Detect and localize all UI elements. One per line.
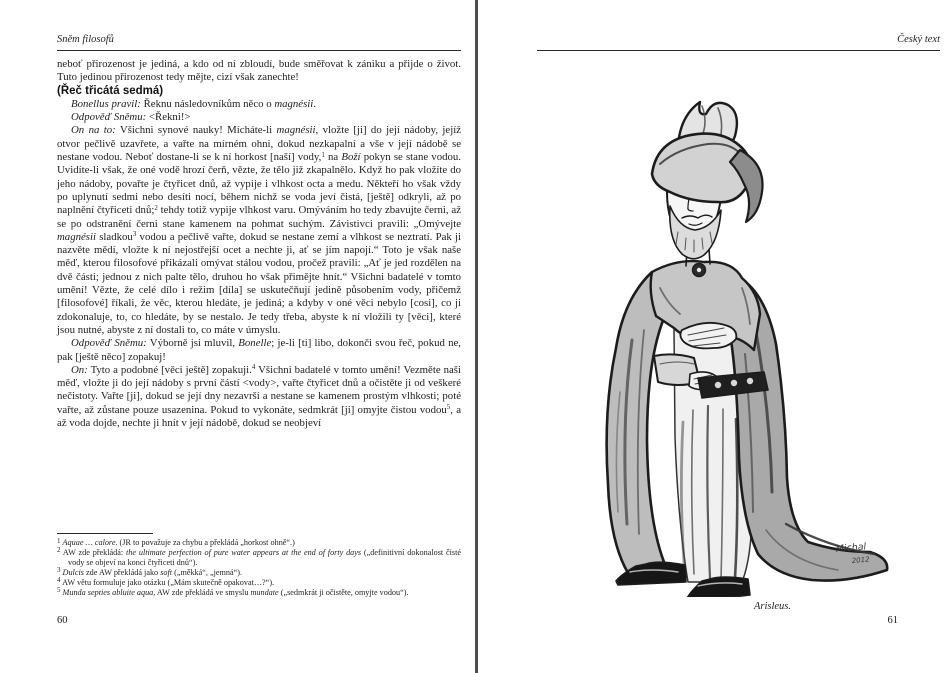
signature-year: 2012 [851,555,870,565]
footnote: $^5$ Munda septies abluite aqua, AW zde překládá ve smyslu mundate („sedmkrát ji očistěte, omyjte vodou“). [57,586,409,597]
page-divider [475,0,478,673]
page-left [57,0,461,673]
paragraph: On: Tyto a podobné [věci ještě] zopakuji.$^4$ Všichni badatelé v tomto umění! Vezměte naši měď, vložte ji do její nádoby s první částí <vody>, vařte čtyřicet dnů a očistěte ji od veškeré nečistoty. Vařte [ji], dokud se její dny nezavrší a nestane se kamenem prostým vlhkosti; poté vařte, až zůstane pouze usazenina. Pokud to vykonáte, sedmkrát [ji] omyjte čistou vodou$^5$, a až voda dojde, nechte ji hnít v její nádobě, dokud se neobjeví [57,363,461,430]
section-heading: (Řeč třicátá sedmá) [57,84,164,97]
paragraph: On na to: Všichni synové nauky! Mícháte-li magnésii, vložte [ji] do její nádoby, jejíž otvor pečlivě uzavřete, a vařte na mírném ohni, dokud nezkapalní a vše v její nádobě se nestane vodou. Neboť dostane-li se k ní horkost [naší] vody,$^1$ na Boží pokyn se stane vodou. Uvidíte-li však, že oné vodě hrozí čerň, vězte, že tělo již zkapalnělo. Když ho pak vložíte do jeho nádoby, povařte je čtyřicet dnů, až vypije i vlhkost octa a medu. Někteří ho však vždy po uplynutí sedmi nebo desíti nocí, během nichž se voda jeví čistá, [ještě] odkryli, až po naplnění čtyřiceti dnů;$^2$ tehdy totiž vypije vlhkost varu. Omýváním ho tedy zbavujte černi, až se po odstranění černi stane kamenem na pohmat suchým. Závistivci pravili: „Omývejte magnésii sladkou$^3$ vodou a pečlivě vařte, dokud se nestane zemí a vlhkost se neztratí. Pak ji nazvěte mědí, vložte k ní nejostřejší ocet a nechte ji, ať se jím napojí.“ Toto je však naše měď, kterou filosofové přikázali omývat stálou vodou, pročež pravili: „Ať je jed rozdělen na dvě části; jednou z nich palte tělo, druhou ho však přimějte hnít.“ Všichni badatelé v tomto umění! Vězte, že celé dílo i režim [díla] se uskutečňují jedině působením vody, přičemž [filosofové] říkali, že věc, kterou hledáte, je jediná; a kdyby v oné věci nebylo [cosi], co ji zdokonaluje, to, co hledáte, by se nestalo. Je tedy třeba, abyste k ní vložili ty [věci], které jsou nutné, abyste z ní dostali to, co máte v úmyslu. [57,124,462,336]
body-text [57,58,461,430]
page-number-left: 60 [57,615,68,626]
footnote: $^3$ Dulcis zde AW překládá jako soft („měkká“, „jemná“). [57,566,243,577]
footnotes [57,533,461,597]
paragraph: Odpověď Sněmu: <Řekni!> [71,111,191,124]
signature-name: Michal [835,541,867,555]
running-header-left [57,34,461,51]
paragraph: neboť přirozenost je jediná, a kdo od ní zbloudí, bude směřovat k zániku a přijde o život. Tuto jedinou přirozenost tedy mějte, cizí však zanechte! [57,58,461,84]
footnote-rule [57,533,153,534]
footnote: $^1$ Aquae … calore. (JR to považuje za chybu a překládá „horkost ohně“.) [57,536,295,547]
page-right [537,0,940,673]
paragraph: Odpověď Sněmu: Výborně jsi mluvil, Bonelle; je-li [ti] libo, dokonči svou řeč, pokud ne, pak [ještě něco] zopakuj! [57,337,462,363]
arisleus-illustration [590,92,920,612]
running-header-left-title: Sněm filosofů [57,34,114,45]
arisleus-drawing-icon [590,92,920,597]
page-number-right: 61 [887,615,898,626]
running-header-right [537,34,940,51]
paragraph: Bonellus pravil: Řeknu následovníkům něco o magnésii. [71,97,317,110]
footnote: $^2$ AW zde překládá: the ultimate perfection of pure water appears at the end of forty days („definitivní dokonalost čisté vody se objeví na konci čtyřiceti dnů“). [57,546,461,567]
running-header-right-title: Český text [897,34,940,45]
footnote: $^4$ AW větu formuluje jako otázku („Mám skutečně opakovat…?“). [57,576,275,587]
illustration-caption: Arisleus. [753,601,792,612]
